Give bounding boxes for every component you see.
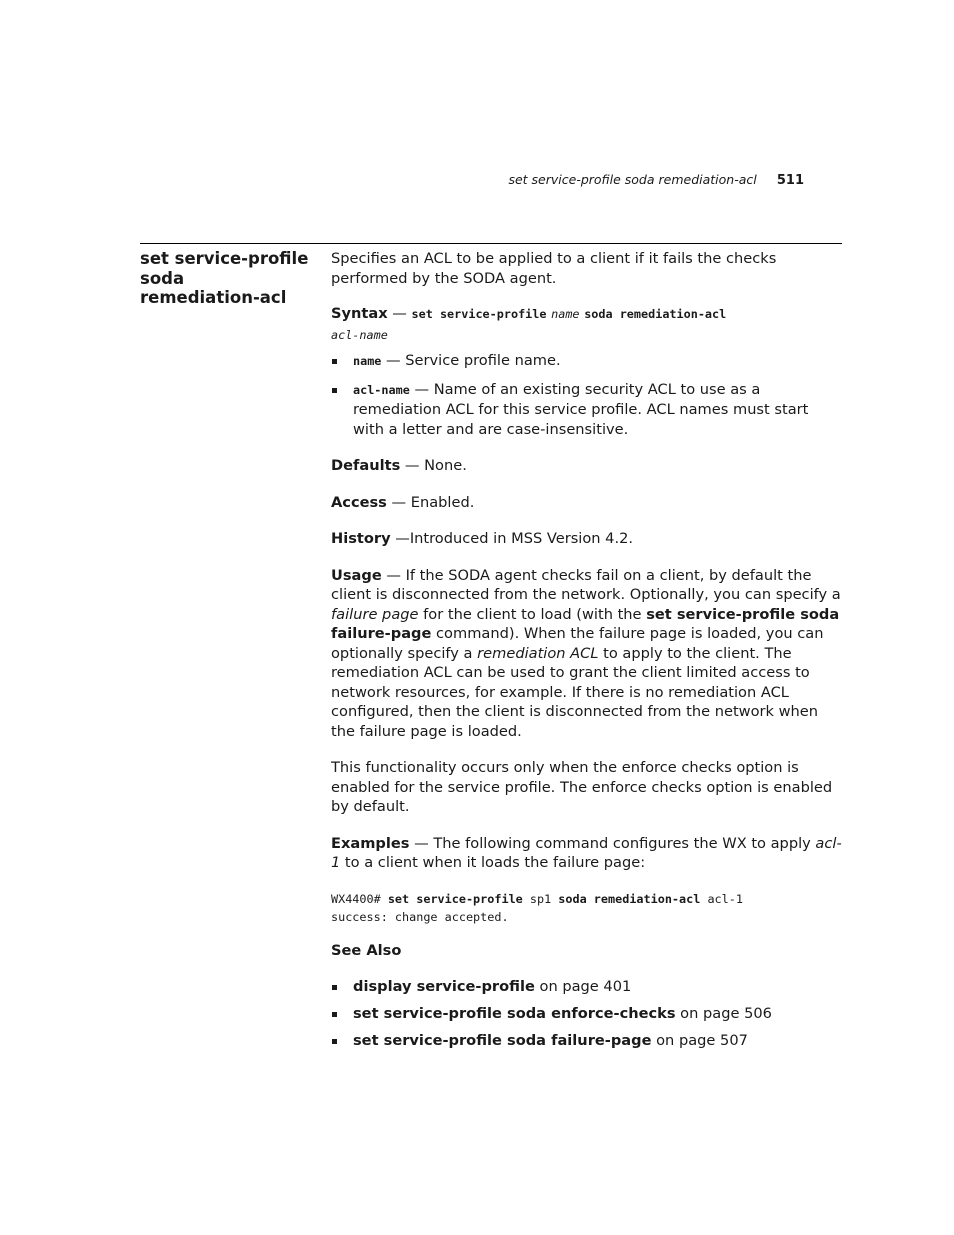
examples — [331, 834, 843, 873]
page-number: 511 — [776, 173, 804, 188]
examples-text: to a client when it loads the failure page: — [340, 854, 646, 871]
see-also-item — [331, 1031, 843, 1051]
section-heading — [140, 249, 320, 308]
defaults-text: — None. — [400, 457, 467, 474]
usage-label: Usage — [331, 566, 382, 584]
see-also-link[interactable]: set service-profile soda enforce-checks — [353, 1005, 676, 1022]
param-desc: — Name of an existing security ACL to use as a remediation ACL for this service profile. ACL names must start with a letter and are case-insensitive. — [353, 380, 809, 438]
running-header — [508, 171, 804, 190]
syntax-arg: acl-name — [331, 327, 388, 342]
param-desc: — Service profile name. — [381, 352, 561, 369]
syntax-command: soda remediation-acl — [584, 307, 727, 321]
defaults — [331, 456, 843, 476]
see-also-page: on page 401 — [534, 978, 632, 995]
code-output: success: change accepted. — [331, 910, 509, 924]
syntax-command: set service-profile — [411, 307, 547, 321]
usage-text: — If the SODA agent checks fail on a client, by default the client is disconnected from the network. Optionally, you can specify a — [331, 566, 841, 603]
code-arg: sp1 — [522, 891, 559, 906]
see-also-heading: See Also — [331, 941, 402, 959]
usage-term: remediation ACL — [477, 644, 599, 662]
list-item — [331, 380, 843, 440]
access-text: — Enabled. — [386, 493, 475, 511]
code-keyword: set service-profile — [387, 891, 523, 906]
history-label: History — [331, 530, 391, 547]
usage-term: failure page — [331, 605, 419, 623]
list-item — [331, 351, 843, 372]
bullet-icon — [332, 1039, 337, 1044]
param-list — [331, 351, 843, 439]
description: Specifies an ACL to be applied to a client if it fails the checks performed by the SODA agent. — [331, 250, 777, 287]
see-also-page: on page 507 — [651, 1032, 748, 1049]
usage — [331, 566, 843, 742]
code-example — [331, 890, 843, 927]
bullet-icon — [332, 985, 337, 990]
usage-text: for the client to load (with the — [418, 605, 647, 623]
section-divider — [140, 243, 842, 244]
see-also-item — [331, 977, 843, 997]
examples-term: acl-1 — [331, 834, 842, 871]
param-name: acl-name — [353, 382, 410, 397]
syntax-label: Syntax — [331, 305, 388, 322]
param-name: name — [353, 354, 382, 368]
syntax-dash: — — [387, 305, 412, 322]
usage-text: command). When the failure page is loaded, you can optionally specify a — [331, 625, 824, 662]
bullet-icon — [332, 388, 337, 393]
syntax — [331, 304, 843, 345]
section-heading-line: remediation-acl — [140, 288, 287, 307]
bullet-icon — [332, 1012, 337, 1017]
functionality-note: This functionality occurs only when the enforce checks option is enabled for the service profile. The enforce checks option is enabled by default. — [331, 759, 833, 815]
history — [331, 529, 843, 549]
usage-command-ref: set service-profile soda failure-page — [331, 605, 840, 642]
section-content — [331, 249, 843, 1051]
code-keyword: soda remediation-acl — [558, 891, 701, 906]
see-also-link[interactable]: display service-profile — [353, 978, 535, 995]
defaults-label: Defaults — [331, 457, 401, 474]
examples-label: Examples — [331, 834, 410, 852]
syntax-arg: name — [551, 307, 580, 321]
see-also-list — [331, 977, 843, 1051]
usage-text: to apply to the client. The remediation ACL can be used to grant the client limited access to network resources, for example. If there is no remediation ACL configured, then the client is disconnected from the network when the failure page is loaded. — [331, 644, 819, 740]
section-heading-line: soda — [140, 268, 185, 288]
section-heading-line: set service-profile — [140, 249, 309, 268]
running-title: set service-profile soda remediation-acl — [508, 172, 757, 187]
code-arg: acl-1 — [700, 891, 743, 906]
access-label: Access — [331, 493, 387, 511]
examples-text: — The following command configures the WX to apply — [409, 834, 816, 852]
see-also-item — [331, 1004, 843, 1024]
see-also-page: on page 506 — [675, 1005, 772, 1022]
see-also-link[interactable]: set service-profile soda failure-page — [353, 1032, 652, 1049]
access — [331, 493, 843, 513]
bullet-icon — [332, 359, 337, 364]
code-prompt: WX4400# — [331, 891, 388, 906]
history-text: —Introduced in MSS Version 4.2. — [390, 530, 634, 547]
